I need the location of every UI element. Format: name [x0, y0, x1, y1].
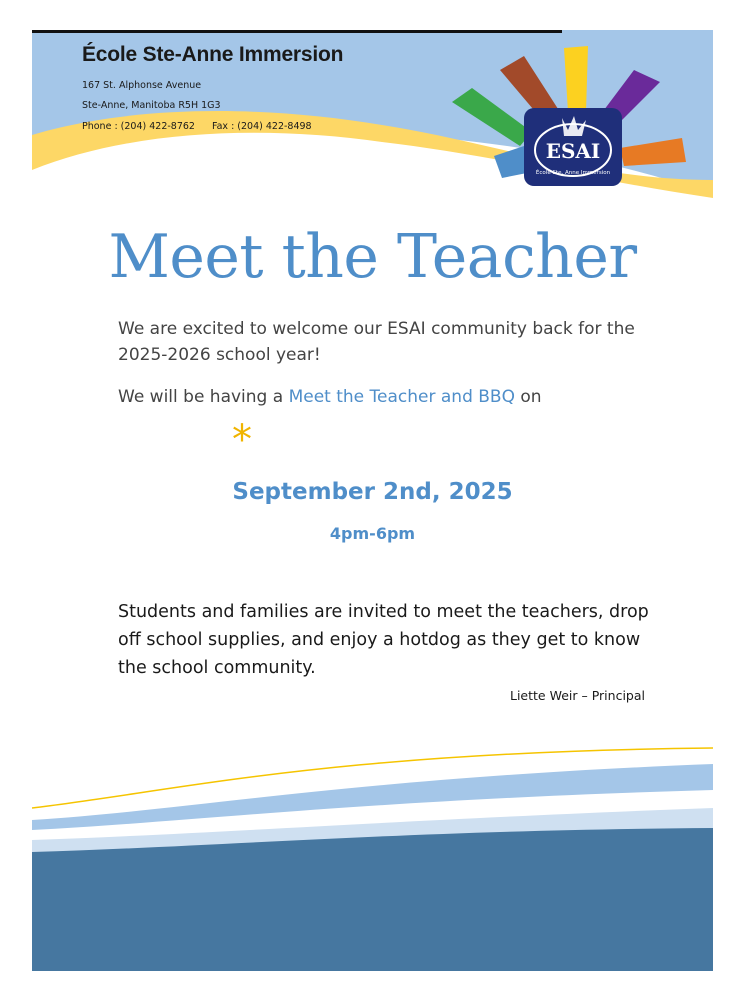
school-name: École Ste-Anne Immersion: [82, 43, 344, 66]
event-prefix: We will be having a: [118, 387, 289, 407]
event-announcement: [118, 384, 638, 410]
phone-number: Phone : (204) 422-8762: [82, 121, 195, 132]
page-title: Meet the Teacher: [108, 222, 637, 292]
logo-text: ESAI: [545, 139, 601, 163]
footer-navy-wave: [32, 828, 713, 971]
flyer-page: [32, 30, 713, 971]
school-logo: [524, 108, 622, 188]
event-highlight: Meet the Teacher and BBQ: [288, 387, 515, 407]
contact-line: [82, 121, 326, 132]
footer-background: [32, 730, 713, 971]
ray-yellow: [564, 46, 588, 112]
fax-number: Fax : (204) 422-8498: [212, 121, 312, 132]
event-suffix: on: [514, 387, 542, 407]
event-date: September 2nd, 2025: [232, 479, 513, 505]
top-rule: [32, 30, 562, 33]
address-line-1: 167 St. Alphonse Avenue: [82, 80, 202, 91]
welcome-text: We are excited to welcome our ESAI community back for the 2025-2026 school year!: [118, 319, 635, 365]
address-line-2: Ste-Anne, Manitoba R5H 1G3: [82, 100, 221, 111]
signature: Liette Weir – Principal: [510, 688, 645, 703]
logo-subtext: École Ste. Anne Immersion: [535, 170, 611, 176]
event-details: Students and families are invited to meet the teachers, drop off school supplies, and enjoy a hotdog as they get to know the school community.: [118, 602, 649, 678]
asterisk-decoration: *: [232, 417, 252, 463]
event-time: 4pm-6pm: [329, 524, 416, 543]
